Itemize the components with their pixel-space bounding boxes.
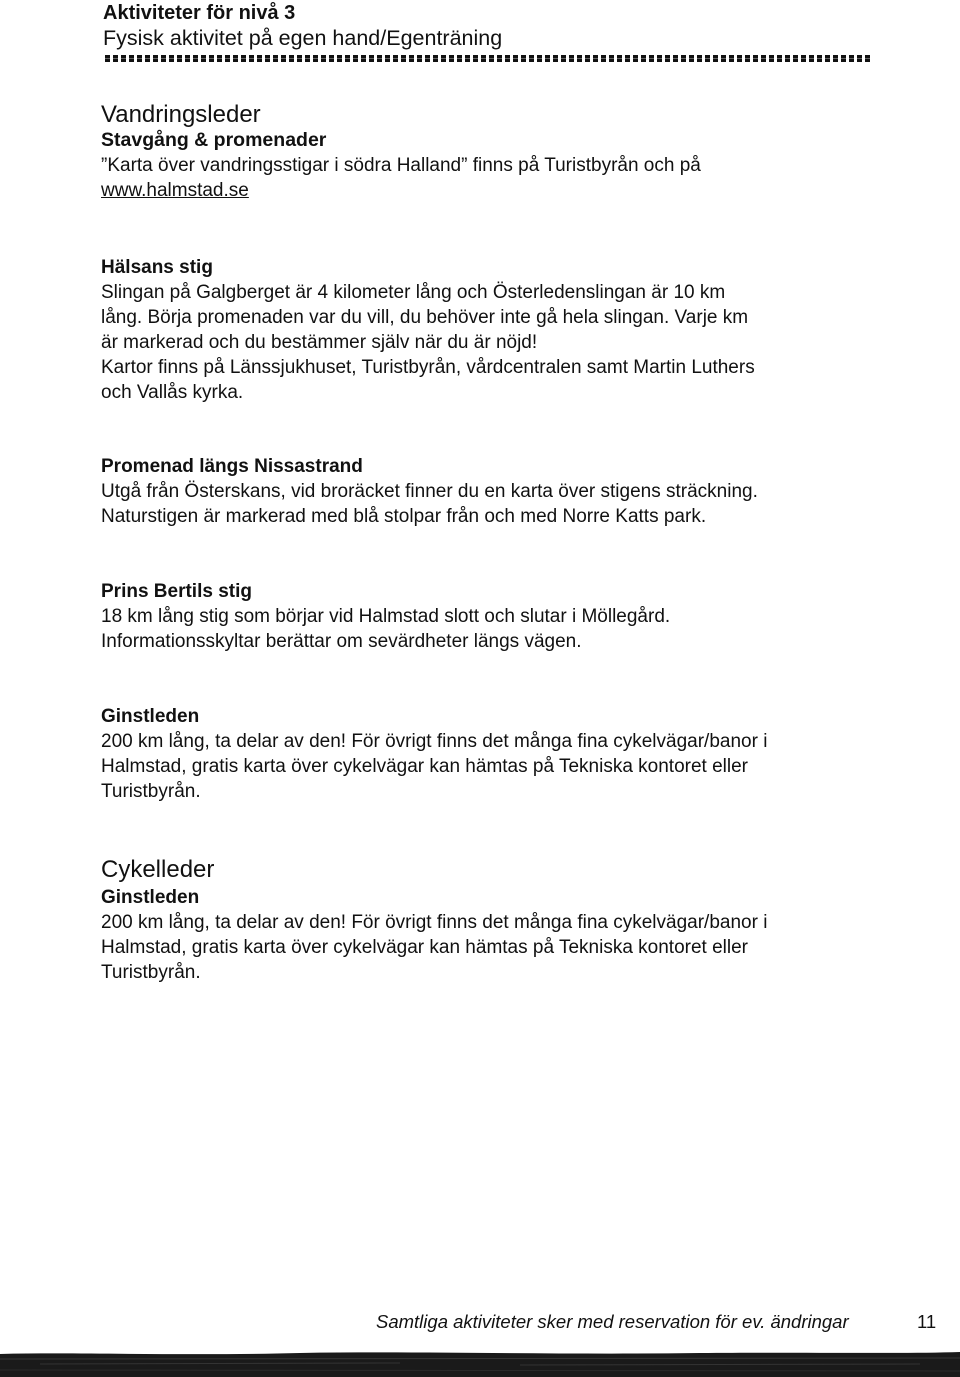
subheading-ginstleden-walking: Ginstleden — [101, 706, 200, 727]
ginstleden-cycling-line-3: Turistbyrån. — [101, 962, 201, 983]
page-number: 11 — [917, 1311, 937, 1332]
prins-bertils-line-2: Informationsskyltar berättar om sevärdheter längs vägen. — [101, 631, 582, 652]
ginstleden-walking-line-1: 200 km lång, ta delar av den! För övrigt finns det många fina cykelvägar/banor i — [101, 731, 768, 752]
brush-stroke-decoration — [0, 1350, 960, 1377]
halsans-line-1: Slingan på Galgberget är 4 kilometer lång och Österledenslingan är 10 km — [101, 282, 726, 303]
paragraph-prins-bertils-stig — [101, 604, 871, 654]
document-title: Aktiviteter för nivå 3 — [103, 2, 296, 24]
paragraph-ginstleden-walking — [101, 729, 871, 804]
paragraph-stavgang — [101, 153, 871, 203]
ginstleden-cycling-line-2: Halmstad, gratis karta över cykelvägar kan hämtas på Tekniska kontoret eller — [101, 937, 749, 958]
nissastrand-line-1: Utgå från Österskans, vid broräcket finner du en karta över stigens sträckning. — [101, 481, 758, 502]
section-nissastrand — [101, 454, 871, 529]
section-title-cykelleder: Cykelleder — [101, 856, 215, 883]
document-subtitle: Fysisk aktivitet på egen hand/Egenträning — [103, 26, 503, 50]
section-cykelleder — [101, 855, 871, 985]
prins-bertils-line-1: 18 km lång stig som börjar vid Halmstad slott och slutar i Möllegård. — [101, 606, 671, 627]
paragraph-nissastrand — [101, 479, 871, 529]
paragraph-halsans-stig — [101, 280, 871, 405]
halsans-line-3: är markerad och du bestämmer själv när du är nöjd! — [101, 332, 538, 353]
dotted-divider — [105, 55, 871, 62]
subheading-ginstleden-cycling: Ginstleden — [101, 887, 200, 908]
ginstleden-walking-line-3: Turistbyrån. — [101, 781, 201, 802]
section-prins-bertils-stig — [101, 579, 871, 654]
ginstleden-cycling-line-1: 200 km lång, ta delar av den! För övrigt finns det många fina cykelvägar/banor i — [101, 912, 768, 933]
section-halsans-stig — [101, 255, 871, 405]
subheading-halsans-stig: Hälsans stig — [101, 257, 213, 278]
subheading-nissastrand: Promenad längs Nissastrand — [101, 456, 363, 477]
section-title-vandringsleder: Vandringsleder — [101, 101, 261, 128]
halmstad-link[interactable]: www.halmstad.se — [101, 180, 249, 201]
ginstleden-walking-line-2: Halmstad, gratis karta över cykelvägar kan hämtas på Tekniska kontoret eller — [101, 756, 749, 777]
halsans-line-4: Kartor finns på Länssjukhuset, Turistbyrån, vårdcentralen samt Martin Luthers — [101, 357, 755, 378]
subheading-prins-bertils-stig: Prins Bertils stig — [101, 581, 252, 602]
nissastrand-line-2: Naturstigen är markerad med blå stolpar från och med Norre Katts park. — [101, 506, 707, 527]
footer-disclaimer: Samtliga aktiviteter sker med reservation för ev. ändringar — [376, 1311, 849, 1332]
halsans-line-2: lång. Börja promenaden var du vill, du behöver inte gå hela slingan. Varje km — [101, 307, 749, 328]
section-vandringsleder — [101, 100, 871, 203]
stavgang-text: ”Karta över vandringsstigar i södra Halland” finns på Turistbyrån och på — [101, 155, 701, 176]
subheading-stavgang: Stavgång & promenader — [101, 129, 327, 151]
section-ginstleden-walking — [101, 704, 871, 804]
halsans-line-5: och Vallås kyrka. — [101, 382, 244, 403]
paragraph-ginstleden-cycling — [101, 910, 871, 985]
main-content — [101, 100, 871, 985]
